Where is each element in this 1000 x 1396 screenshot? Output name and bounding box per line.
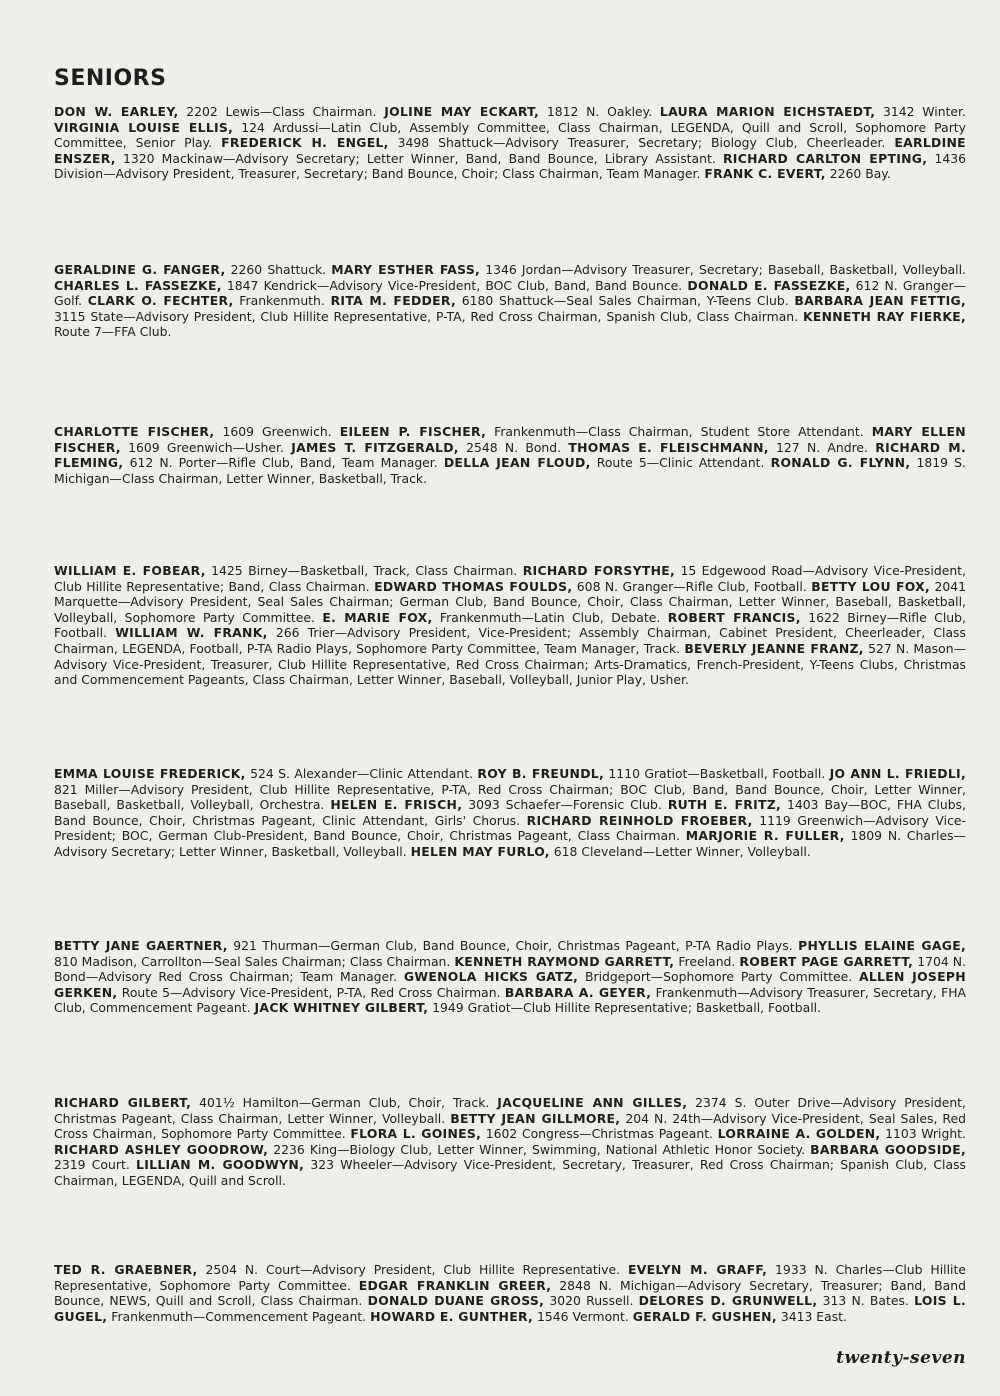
senior-entry: [54, 1262, 620, 1277]
senior-details: 6180 Shattuck—Seal Sales Chairman, Y-Teens Club.: [461, 293, 789, 309]
senior-details: 1110 Gratiot—Basketball, Football.: [608, 766, 826, 781]
senior-name: RONALD G. FLYNN,: [770, 455, 911, 471]
senior-details: 1103 Wright.: [885, 1126, 966, 1142]
senior-name: ROY B. FREUNDL,: [477, 766, 605, 781]
senior-entries-paragraph: [54, 563, 966, 688]
senior-name: ROBERT FRANCIS,: [667, 609, 801, 625]
senior-details: 1609 Greenwich—Usher.: [128, 439, 284, 455]
senior-name: GWENOLA HICKS GATZ,: [403, 969, 579, 985]
senior-name: BETTY JANE GAERTNER,: [54, 938, 228, 953]
senior-name: FREDERICK H. ENGEL,: [221, 135, 389, 151]
senior-name: EVELYN M. GRAFF,: [627, 1262, 768, 1277]
senior-entry: [477, 766, 825, 781]
senior-name: RUTH E. FRITZ,: [667, 797, 782, 813]
senior-name: PHYLLIS ELAINE GAGE,: [798, 938, 966, 953]
senior-entry: [454, 954, 735, 969]
senior-entry: [639, 1293, 909, 1308]
senior-details: 3020 Russell.: [549, 1293, 634, 1309]
senior-name: JO ANN L. FRIEDLI,: [829, 766, 966, 781]
senior-entries-paragraph: [54, 766, 966, 860]
senior-entry: [54, 278, 682, 293]
senior-entry: [350, 1126, 713, 1141]
senior-entries-paragraph: [54, 104, 966, 182]
senior-name: HOWARD E. GUNTHER,: [370, 1308, 534, 1324]
senior-name: E. MARIE FOX,: [322, 609, 433, 625]
senior-details: Route 7—FFA Club.: [54, 324, 172, 340]
senior-name: WILLIAM E. FOBEAR,: [54, 563, 206, 578]
senior-name: RICHARD ASHLEY GOODROW,: [54, 1141, 269, 1157]
senior-name: CLARK O. FECHTER,: [87, 293, 234, 309]
senior-details: Frankenmuth.: [239, 293, 325, 309]
senior-name: EDWARD THOMAS FOULDS,: [374, 578, 573, 594]
senior-entry: [54, 424, 332, 439]
senior-name: EILEEN P. FISCHER,: [339, 424, 487, 439]
senior-name: KENNETH RAY FIERKE,: [802, 308, 966, 324]
page-number: twenty-seven: [836, 1348, 966, 1368]
senior-details: 2319 Court.: [54, 1157, 130, 1173]
senior-name: MARY ESTHER FASS,: [331, 262, 481, 277]
senior-details: 323 Wheeler—Advisory Vice-President, Secretary, Treasurer, Red Cross Chairman; Spanish Club, Class Chairman, LEGENDA, Quill and Scroll.: [54, 1157, 966, 1188]
senior-details: 1704 N. Bond—Advisory Red Cross Chairman; Team Manager.: [54, 953, 966, 985]
senior-details: 1847 Kendrick—Advisory Vice-President, BOC Club, Band, Band Bounce.: [226, 277, 683, 293]
senior-details: 3093 Schaefer—Forensic Club.: [468, 797, 662, 813]
senior-details: Frankenmuth—Advisory Treasurer, Secretary, FHA Club, Commencement Pageant.: [54, 984, 966, 1016]
senior-name: ALLEN JOSEPH GERKEN,: [54, 969, 966, 1000]
senior-details: 821 Miller—Advisory President, Club Hillite Representative, P-TA, Red Cross Chairman; BOC Club, Band, Band Bounce, Choir, Letter Winner, Baseball, Basketball, Volleyball, Orchestra.: [54, 781, 966, 813]
senior-details: Route 5—Advisory Vice-President, P-TA, Red Cross Chairman.: [121, 984, 501, 1000]
senior-entry: [221, 135, 885, 150]
senior-name: TED R. GRAEBNER,: [54, 1262, 198, 1277]
senior-entry: [444, 455, 765, 470]
senior-details: 810 Madison, Carrollton—Seal Sales Chairman; Class Chairman.: [54, 953, 451, 969]
senior-details: Frankenmuth—Class Chairman, Student Store Attendant.: [494, 424, 864, 439]
senior-name: DELORES D. GRUNWELL,: [638, 1293, 818, 1309]
senior-entries-paragraph: [54, 262, 966, 340]
senior-details: 2236 King—Biology Club, Letter Winner, Swimming, National Athletic Honor Society.: [273, 1141, 806, 1157]
senior-name: FLORA L. GOINES,: [350, 1126, 482, 1142]
senior-entry: [331, 293, 789, 308]
senior-name: KENNETH RAYMOND GARRETT,: [454, 953, 675, 969]
senior-details: 2041 Marquette—Advisory President, Seal Sales Chairman; German Club, Band Bounce, Choir, Class Chairman, Letter Winner, Baseball, Basketball, Volleyball, Sophomore Party Committee.: [54, 578, 966, 625]
senior-name: THOMAS E. FLEISCHMANN,: [568, 439, 769, 455]
senior-entry: [704, 166, 890, 181]
senior-details: 3413 East.: [780, 1308, 847, 1324]
senior-details: 618 Cleveland—Letter Winner, Volleyball.: [553, 843, 811, 859]
senior-entry: [384, 104, 652, 119]
senior-name: EDGAR FRANKLIN GREER,: [358, 1277, 552, 1293]
senior-details: 2504 N. Court—Advisory President, Club Hillite Representative.: [205, 1262, 621, 1277]
senior-entry: [374, 579, 807, 594]
senior-name: RICHARD M. FLEMING,: [54, 439, 966, 471]
senior-name: VIRGINIA LOUISE ELLIS,: [54, 119, 234, 135]
senior-name: EMMA LOUISE FREDERICK,: [54, 766, 246, 781]
senior-name: BARBARA JEAN FETTIG,: [794, 293, 966, 309]
senior-name: FRANK C. EVERT,: [704, 166, 826, 182]
senior-details: 524 S. Alexander—Clinic Attendant.: [250, 766, 474, 781]
senior-name: JOLINE MAY ECKART,: [384, 104, 540, 119]
senior-entry: [370, 1309, 629, 1324]
senior-entry: [255, 1000, 822, 1015]
senior-details: Freeland.: [678, 953, 736, 969]
senior-entry: [340, 424, 864, 439]
senior-name: RICHARD CARLTON EPTING,: [722, 150, 928, 166]
senior-details: 3498 Shattuck—Advisory Treasurer, Secretary; Biology Club, Cheerleader.: [397, 135, 886, 151]
senior-details: 127 N. Andre.: [776, 439, 868, 455]
senior-name: ROBERT PAGE GARRETT,: [739, 953, 914, 969]
senior-name: EARLDINE ENSZER,: [54, 135, 966, 166]
senior-entry: [633, 1309, 847, 1324]
senior-details: 2260 Bay.: [829, 166, 891, 182]
senior-entry: [291, 440, 561, 455]
senior-details: 1403 Bay—BOC, FHA Clubs, Band Bounce, Choir, Christmas Pageant, Clinic Attendant, Girls' Chorus.: [54, 797, 966, 828]
senior-details: 612 N. Granger—Golf.: [54, 277, 966, 309]
senior-entry: [54, 104, 376, 119]
senior-name: BARBARA A. GEYER,: [504, 984, 652, 1000]
senior-details: 1949 Gratiot—Club Hillite Representative; Basketball, Football.: [432, 1000, 822, 1016]
senior-details: 1812 N. Oakley.: [546, 104, 653, 119]
senior-details: 2260 Shattuck.: [230, 262, 327, 277]
senior-name: BETTY LOU FOX,: [811, 578, 930, 594]
senior-name: JACK WHITNEY GILBERT,: [254, 1000, 429, 1016]
senior-entry: [54, 1142, 805, 1157]
senior-details: 1346 Jordan—Advisory Treasurer, Secretary; Baseball, Basketball, Volleyball.: [485, 262, 966, 277]
senior-details: 1119 Greenwich—Advisory Vice-President; BOC, German Club-President, Band Bounce, Choir, Christmas Pageant, Class Chairman.: [54, 812, 966, 844]
senior-details: 1609 Greenwich.: [222, 424, 332, 439]
senior-entry: [660, 104, 966, 119]
senior-details: 204 N. 24th—Advisory Vice-President, Seal Sales, Red Cross Chairman, Sophomore Party Committee.: [54, 1110, 966, 1142]
senior-name: LOIS L. GUGEL,: [54, 1293, 966, 1324]
senior-entry: [54, 1095, 489, 1110]
senior-name: LILLIAN M. GOODWYN,: [136, 1157, 305, 1173]
senior-details: 1819 S. Michigan—Class Chairman, Letter Winner, Basketball, Track.: [54, 455, 966, 486]
senior-entry: [54, 262, 326, 277]
senior-entries-paragraph: [54, 1262, 966, 1324]
senior-entries-paragraph: [54, 938, 966, 1016]
senior-details: 527 N. Mason—Advisory Vice-President, Treasurer, Club Hillite Representative, Red Cross Chairman; Arts-Dramatics, French-President, Y-Teens Clubs, Christmas and Commencement Pageants, Class Chairman, Letter Winner, Baseball, Volleyball, Junior Play, Usher.: [54, 640, 966, 688]
senior-entry: [404, 969, 852, 984]
senior-details: 1809 N. Charles—Advisory Secretary; Letter Winner, Basketball, Volleyball.: [54, 828, 966, 859]
senior-name: GERALD F. GUSHEN,: [632, 1308, 777, 1324]
senior-details: 612 N. Porter—Rifle Club, Band, Team Manager.: [129, 455, 438, 471]
senior-entry: [54, 938, 793, 953]
senior-name: JAMES T. FITZGERALD,: [291, 439, 459, 455]
senior-name: BARBARA GOODSIDE,: [810, 1141, 966, 1157]
senior-details: 2848 N. Michigan—Advisory Secretary, Treasurer; Band, Band Bounce, NEWS, Quill and Scroll, Class Chairman.: [54, 1277, 966, 1309]
senior-details: 313 N. Bates.: [822, 1293, 909, 1309]
senior-entry: [322, 610, 660, 625]
senior-name: LAURA MARION EICHSTAEDT,: [659, 104, 876, 119]
senior-name: HELEN E. FRISCH,: [330, 797, 463, 813]
senior-name: GERALDINE G. FANGER,: [54, 262, 226, 277]
senior-name: RITA M. FEDDER,: [330, 293, 456, 309]
senior-name: MARY ELLEN FISCHER,: [54, 424, 966, 455]
senior-entry: [330, 797, 662, 812]
senior-entries-paragraph: [54, 424, 966, 486]
senior-name: RICHARD GILBERT,: [54, 1095, 192, 1110]
senior-entry: [718, 1126, 966, 1141]
senior-details: 124 Ardussi—Latin Club, Assembly Committee, Class Chairman, LEGENDA, Quill and Scroll, Sophomore Party Committee, Senior Play.: [54, 119, 966, 151]
senior-entry: [411, 844, 811, 859]
senior-details: 1933 N. Charles—Club Hillite Representative, Sophomore Party Committee.: [54, 1262, 966, 1293]
senior-name: DELLA JEAN FLOUD,: [443, 455, 591, 471]
senior-details: 608 N. Granger—Rifle Club, Football.: [576, 578, 807, 594]
senior-name: CHARLES L. FASSEZKE,: [54, 277, 222, 293]
senior-entry: [368, 1293, 634, 1308]
senior-entry: [54, 766, 473, 781]
senior-entry: [54, 1157, 966, 1188]
senior-details: 266 Trier—Advisory President, Vice-President; Assembly Chairman, Cabinet President, Cheerleader, Class Chairman, LEGENDA, Football, P-TA Radio Plays, Sophomore Party Committee, Team Manager, Track.: [54, 625, 966, 656]
senior-name: BETTY JEAN GILLMORE,: [450, 1110, 621, 1126]
page-heading: SENIORS: [54, 66, 167, 91]
senior-name: DON W. EARLEY,: [54, 104, 179, 119]
senior-details: 2548 N. Bond.: [466, 439, 562, 455]
senior-entry: [568, 440, 868, 455]
senior-name: BEVERLY JEANNE FRANZ,: [684, 640, 864, 656]
senior-details: 1320 Mackinaw—Advisory Secretary; Letter Winner, Band, Band Bounce, Library Assistant.: [122, 150, 716, 166]
senior-details: 401½ Hamilton—German Club, Choir, Track.: [199, 1095, 490, 1110]
senior-details: 2202 Lewis—Class Chairman.: [186, 104, 377, 119]
senior-entry: [54, 563, 517, 578]
senior-details: 15 Edgewood Road—Advisory Vice-President, Club Hillite Representative; Band, Class Chairman.: [54, 563, 966, 594]
senior-details: 921 Thurman—German Club, Band Bounce, Choir, Christmas Pageant, P-TA Radio Plays.: [233, 938, 793, 953]
senior-name: LORRAINE A. GOLDEN,: [717, 1126, 881, 1142]
senior-details: 1622 Birney—Rifle Club, Football.: [54, 609, 966, 641]
senior-name: RICHARD REINHOLD FROEBER,: [526, 812, 753, 828]
senior-name: HELEN MAY FURLO,: [410, 843, 550, 859]
senior-name: MARJORIE R. FULLER,: [685, 828, 845, 844]
senior-details: 1546 Vermont.: [537, 1308, 629, 1324]
senior-details: 1436 Division—Advisory President, Treasurer, Secretary; Band Bounce, Choir; Class Chairman, Team Manager.: [54, 150, 966, 182]
senior-name: JACQUELINE ANN GILLES,: [497, 1095, 688, 1110]
senior-entry: [331, 262, 966, 277]
senior-entry: [88, 293, 325, 308]
senior-details: 1425 Birney—Basketball, Track, Class Chairman.: [211, 563, 518, 578]
senior-name: RICHARD FORSYTHE,: [522, 563, 676, 578]
senior-name: DONALD E. FASSEZKE,: [687, 277, 851, 293]
senior-name: DONALD DUANE GROSS,: [367, 1293, 545, 1309]
senior-details: 2374 S. Outer Drive—Advisory President, Christmas Pageant, Class Chairman, Letter Winner, Volleyball.: [54, 1095, 966, 1126]
senior-details: 3115 State—Advisory President, Club Hillite Representative, P-TA, Red Cross Chairman, Spanish Club, Class Chairman.: [54, 308, 799, 324]
senior-details: 1602 Congress—Christmas Pageant.: [485, 1126, 713, 1142]
senior-details: 3142 Winter.: [883, 104, 966, 119]
senior-details: Frankenmuth—Latin Club, Debate.: [439, 609, 661, 625]
senior-details: Route 5—Clinic Attendant.: [596, 455, 765, 471]
senior-entries-paragraph: [54, 1095, 966, 1189]
senior-name: CHARLOTTE FISCHER,: [54, 424, 215, 439]
senior-details: Bridgeport—Sophomore Party Committee.: [585, 969, 853, 985]
senior-name: WILLIAM W. FRANK,: [115, 625, 268, 641]
senior-details: Frankenmuth—Commencement Pageant.: [111, 1308, 367, 1324]
